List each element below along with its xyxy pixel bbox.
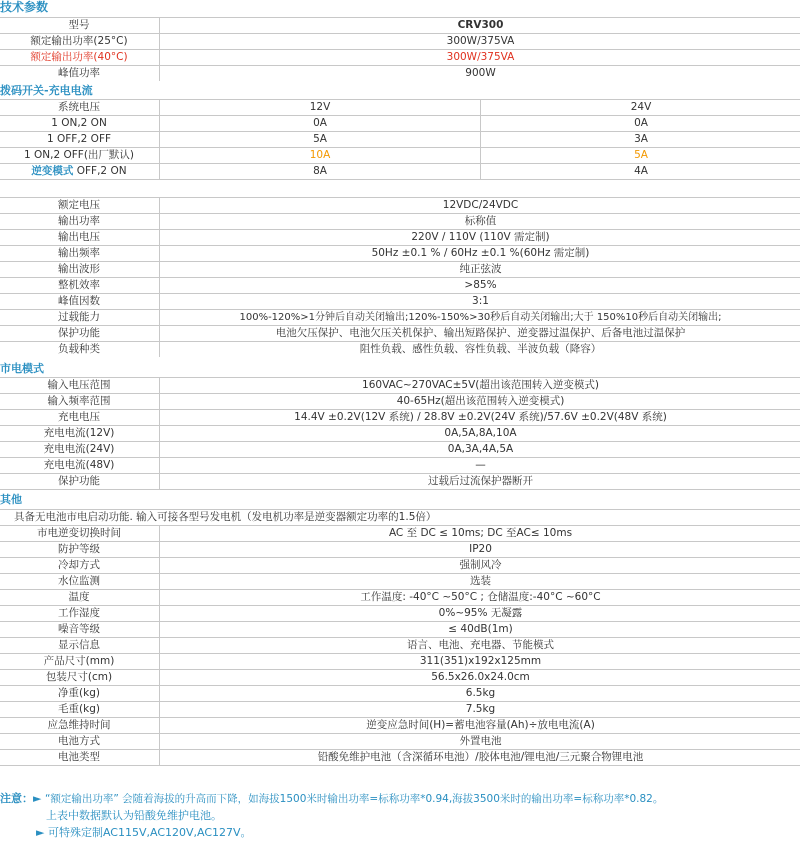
table-row xyxy=(0,229,800,245)
table-row xyxy=(0,277,800,293)
row-value: 语言、电池、充电器、节能模式 xyxy=(159,638,800,653)
row-value: 电池欠压保护、电池欠压关机保护、输出短路保护、逆变器过温保护、后备电池过温保护 xyxy=(159,326,800,341)
row-label: 防护等级 xyxy=(58,543,100,555)
row-label: 充电电流(12V) xyxy=(43,427,115,439)
row-label: 额定输出功率(40°C) xyxy=(30,51,128,63)
table-row xyxy=(0,409,800,425)
section-heading: 其他 xyxy=(0,493,22,506)
row-label: 冷却方式 xyxy=(58,559,100,571)
table-row xyxy=(0,293,800,309)
row-label: 保护功能 xyxy=(58,475,100,487)
section-heading: 市电模式 xyxy=(0,362,44,375)
note-text-2: 上表中数据默认为铅酸免维护电池。 xyxy=(46,809,222,822)
row-label: 毛重(kg) xyxy=(58,703,100,715)
notes-prefix: 注意：► xyxy=(0,792,42,805)
value-12v: 12V xyxy=(159,100,480,115)
row-value: 900W xyxy=(159,66,800,81)
table-row xyxy=(0,99,800,115)
table-row xyxy=(0,733,800,749)
value-24v: 24V xyxy=(480,100,800,115)
table-row xyxy=(0,65,800,81)
row-label: 1 ON,2 ON xyxy=(51,117,107,129)
notes xyxy=(0,790,800,841)
row-value: 300W/375VA xyxy=(159,50,800,65)
table-row xyxy=(0,525,800,541)
row-label: 噪音等级 xyxy=(58,623,100,635)
row-value: 3:1 xyxy=(159,294,800,309)
row-label: 输出频率 xyxy=(58,247,100,259)
row-label: 输出功率 xyxy=(58,215,100,227)
row-label: 整机效率 xyxy=(58,279,100,291)
row-label: 额定输出功率(25°C) xyxy=(30,35,128,47)
table-row xyxy=(0,49,800,65)
row-label: 1 ON,2 OFF(出厂默认) xyxy=(23,149,135,161)
table-row xyxy=(0,509,800,525)
row-value: 50Hz ±0.1 % / 60Hz ±0.1 %(60Hz 需定制) xyxy=(159,246,800,261)
table-row xyxy=(0,685,800,701)
row-value: 0A,5A,8A,10A xyxy=(159,426,800,441)
table-row xyxy=(0,669,800,685)
table-row xyxy=(0,637,800,653)
row-value: AC 至 DC ≤ 10ms; DC 至AC≤ 10ms xyxy=(159,526,800,541)
row-value: 12VDC/24VDC xyxy=(159,198,800,213)
row-value: 外置电池 xyxy=(159,734,800,749)
other-note: 具备无电池市电启动功能. 输入可接各型号发电机（发电机功率是逆变器额定功率的1.5倍） xyxy=(14,511,437,523)
table-row xyxy=(0,541,800,557)
table-row xyxy=(0,425,800,441)
value-24v: 0A xyxy=(480,116,800,131)
row-label: 峰值功率 xyxy=(58,67,100,79)
row-value: 311(351)x192x125mm xyxy=(159,654,800,669)
value-12v: 10A xyxy=(159,148,480,163)
table-row xyxy=(0,325,800,341)
note-text-1: “额定输出功率” 会随着海拔的升高而下降，如海拔1500米时输出功率=标称功率*0.94,海拔3500米时的输出功率=标称功率*0.82。 xyxy=(44,793,664,805)
row-value: 纯正弦波 xyxy=(159,262,800,277)
row-label-text: OFF,2 ON xyxy=(76,165,127,177)
row-label: 应急维持时间 xyxy=(47,719,111,731)
table-row xyxy=(0,717,800,733)
row-label: 电池类型 xyxy=(58,751,100,763)
row-label: 产品尺寸(mm) xyxy=(43,655,115,667)
row-label: 水位监测 xyxy=(58,575,100,587)
section-heading: 逆变模式 xyxy=(31,165,74,177)
row-value: 逆变应急时间(H)=蓄电池容量(Ah)÷放电电流(A) xyxy=(159,718,800,733)
table-row xyxy=(0,33,800,49)
table-row xyxy=(0,441,800,457)
table-row xyxy=(0,557,800,573)
table-row xyxy=(0,701,800,717)
table-row xyxy=(0,245,800,261)
table-row xyxy=(0,653,800,669)
table-row xyxy=(0,621,800,637)
row-value: 300W/375VA xyxy=(159,34,800,49)
row-value: 40-65Hz(超出该范围转入逆变模式) xyxy=(159,394,800,409)
row-value: 220V / 110V (110V 需定制) xyxy=(159,230,800,245)
table-row xyxy=(0,309,800,325)
table-row xyxy=(0,213,800,229)
row-label: 额定电压 xyxy=(58,199,100,211)
row-value: 铅酸免维护电池（含深循环电池）/胶体电池/锂电池/三元聚合物锂电池 xyxy=(159,750,800,765)
value-12v: 0A xyxy=(159,116,480,131)
row-value: 14.4V ±0.2V(12V 系统) / 28.8V ±0.2V(24V 系统)/57.6V ±0.2V(48V 系统) xyxy=(159,410,800,425)
row-value: 工作温度: -40°C ~50°C ; 仓储温度:-40°C ~60°C xyxy=(159,590,800,605)
value-12v: 5A xyxy=(159,132,480,147)
row-value: IP20 xyxy=(159,542,800,557)
row-value: 选装 xyxy=(159,574,800,589)
row-label: 1 OFF,2 OFF xyxy=(46,133,112,145)
table-row xyxy=(0,341,800,357)
row-label: 系统电压 xyxy=(58,101,100,113)
row-value: 过载后过流保护器断开 xyxy=(159,474,800,489)
table-row xyxy=(0,197,800,213)
table-row xyxy=(0,115,800,131)
table-row xyxy=(0,131,800,147)
row-label: 输入电压范围 xyxy=(47,379,111,391)
row-label: 包装尺寸(cm) xyxy=(45,671,113,683)
row-label: 峰值因数 xyxy=(58,295,100,307)
model-value: CRV300 xyxy=(159,18,800,33)
row-value: 标称值 xyxy=(159,214,800,229)
table-row xyxy=(0,457,800,473)
note-line-3 xyxy=(0,824,800,841)
row-value: 0%~95% 无凝露 xyxy=(159,606,800,621)
table-row xyxy=(0,473,800,490)
row-value: 7.5kg xyxy=(159,702,800,717)
row-value: >85% xyxy=(159,278,800,293)
row-label: 输入频率范围 xyxy=(47,395,111,407)
note-line-2 xyxy=(0,807,800,824)
row-label: 负载种类 xyxy=(58,343,100,355)
row-value: 6.5kg xyxy=(159,686,800,701)
value-24v: 5A xyxy=(480,148,800,163)
row-label: 显示信息 xyxy=(58,639,100,651)
table-row xyxy=(0,605,800,621)
table-row xyxy=(0,749,800,766)
row-label: 保护功能 xyxy=(58,327,100,339)
note-line-1 xyxy=(0,790,800,807)
table-row xyxy=(0,377,800,393)
row-label: 电池方式 xyxy=(58,735,100,747)
table-row xyxy=(0,147,800,163)
table-row xyxy=(0,589,800,605)
section-heading: 拨码开关-充电电流 xyxy=(0,84,93,97)
row-label: 市电逆变切换时间 xyxy=(37,527,121,539)
row-label: 型号 xyxy=(68,19,90,31)
row-label: 充电电压 xyxy=(58,411,100,423)
table-row xyxy=(0,17,800,33)
table-row xyxy=(0,573,800,589)
row-label: 充电电流(24V) xyxy=(43,443,115,455)
page-title: 技术参数 xyxy=(0,0,49,14)
row-label: 净重(kg) xyxy=(58,687,100,699)
bullet-icon: ► xyxy=(36,826,45,839)
row-label: 充电电流(48V) xyxy=(43,459,115,471)
table-row xyxy=(0,393,800,409)
row-label: 温度 xyxy=(68,591,90,603)
table-row xyxy=(0,261,800,277)
row-value: 160VAC~270VAC±5V(超出该范围转入逆变模式) xyxy=(159,378,800,393)
row-value: 阻性负载、感性负载、容性负载、半波负载（降容） xyxy=(159,342,800,357)
row-value: ≤ 40dB(1m) xyxy=(159,622,800,637)
value-24v: 3A xyxy=(480,132,800,147)
note-text-3: 可特殊定制AC115V,AC120V,AC127V。 xyxy=(47,826,252,839)
row-label: 输出波形 xyxy=(58,263,100,275)
row-label: 输出电压 xyxy=(58,231,100,243)
row-value: 56.5x26.0x24.0cm xyxy=(159,670,800,685)
row-label xyxy=(0,164,158,179)
row-label: 过载能力 xyxy=(58,311,100,323)
value-24v: 4A xyxy=(480,164,800,179)
row-value: — xyxy=(159,458,800,473)
table-row xyxy=(0,163,800,180)
row-label: 工作湿度 xyxy=(58,607,100,619)
row-value: 强制风冷 xyxy=(159,558,800,573)
row-value: 100%-120%>1分钟后自动关闭输出;120%-150%>30秒后自动关闭输出;大于 150%10秒后自动关闭输出; xyxy=(159,310,800,325)
value-12v: 8A xyxy=(159,164,480,179)
row-value: 0A,3A,4A,5A xyxy=(159,442,800,457)
